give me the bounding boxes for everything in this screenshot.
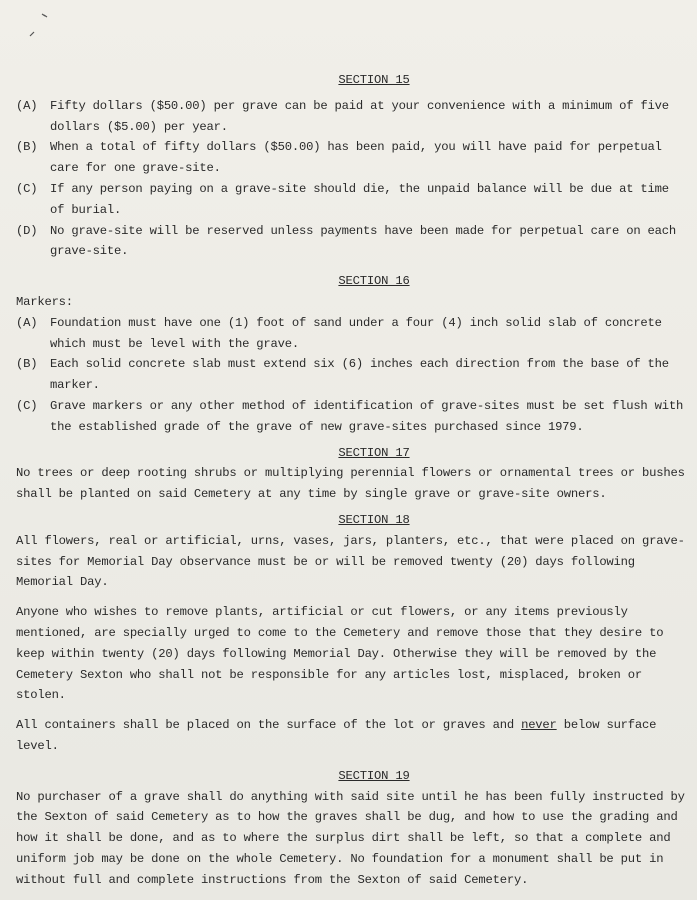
item-label: (C) bbox=[16, 398, 38, 413]
paragraph-3-end: below surface level. bbox=[16, 718, 657, 753]
section-19-heading: SECTION 19 bbox=[338, 768, 410, 783]
item-label: (A) bbox=[16, 98, 38, 113]
section-15-item-a bbox=[16, 96, 688, 138]
item-label: (C) bbox=[16, 181, 38, 196]
section-18-heading: SECTION 18 bbox=[338, 512, 410, 527]
section-16-item-a bbox=[16, 313, 688, 355]
item-label: (D) bbox=[16, 223, 38, 238]
section-17-heading: SECTION 17 bbox=[338, 445, 410, 460]
section-18-paragraph-2: Anyone who wishes to remove plants, artificial or cut flowers, or any items previously mentioned, are specially urged to come to the Cemetery and remove those that they desire to keep within twenty (20) days following Memorial Day. Otherwise they will be removed by the Cemetery Sexton who shall not be responsible for any articles lost, misplaced, broken or stolen. bbox=[16, 605, 664, 703]
item-text: Each solid concrete slab must extend six (6) inches each direction from the base of the marker. bbox=[50, 357, 669, 393]
section-16-item-b bbox=[16, 354, 688, 396]
item-text: No grave-site will be reserved unless payments have been made for perpetual care on each grave-site. bbox=[50, 223, 677, 259]
paragraph-3-start: All containers shall be placed on the surface of the lot or graves and bbox=[16, 718, 522, 733]
underlined-never: never bbox=[521, 718, 557, 733]
item-text: Fifty dollars ($50.00) per grave can be paid at your convenience with a minimum of five dollars ($5.00) per year. bbox=[50, 98, 669, 134]
item-text: When a total of fifty dollars ($50.00) has been paid, you will have paid for perpetual care for one grave-site. bbox=[50, 140, 662, 176]
document-body bbox=[16, 70, 688, 890]
item-label: (B) bbox=[16, 140, 38, 155]
item-text: Grave markers or any other method of identification of grave-sites must be set flush with the established grade of the grave of new grave-sites purchased since 1979. bbox=[50, 398, 684, 434]
section-15-item-b bbox=[16, 137, 688, 179]
item-label: (A) bbox=[16, 315, 38, 330]
item-text: Foundation must have one (1) foot of sand under a four (4) inch solid slab of concrete which must be level with the grave. bbox=[50, 315, 662, 351]
section-17-text: No trees or deep rooting shrubs or multiplying perennial flowers or ornamental trees or bushes shall be planted on said Cemetery at any time by single grave or grave-site owners. bbox=[16, 466, 685, 502]
section-18-paragraph-1: All flowers, real or artificial, urns, vases, jars, planters, etc., that were placed on grave-sites for Memorial Day observance must be or will be removed twenty (20) days following Memorial Day. bbox=[16, 533, 685, 590]
section-15-item-c bbox=[16, 179, 688, 221]
section-19-text: No purchaser of a grave shall do anything with said site until he has been fully instructed by the Sexton of said Cemetery as to how the graves shall be dug, and how to use the grading and how it shall be done, and as to where the surplus dirt shall be left, so that a complete and uniform job may be done on the whole Cemetery. No foundation for a monument shall be put in without full and complete instructions from the Sexton of said Cemetery. bbox=[16, 789, 685, 887]
section-16-heading: SECTION 16 bbox=[338, 274, 410, 289]
paper-scuff-mark bbox=[20, 12, 50, 40]
section-15-heading: SECTION 15 bbox=[338, 73, 410, 87]
section-16-item-c bbox=[16, 396, 688, 438]
item-text: If any person paying on a grave-site should die, the unpaid balance will be due at time of burial. bbox=[50, 181, 669, 217]
section-16-intro: Markers: bbox=[16, 294, 73, 309]
item-label: (B) bbox=[16, 357, 38, 372]
section-18-paragraph-3 bbox=[16, 715, 688, 757]
section-15-item-d bbox=[16, 221, 688, 263]
